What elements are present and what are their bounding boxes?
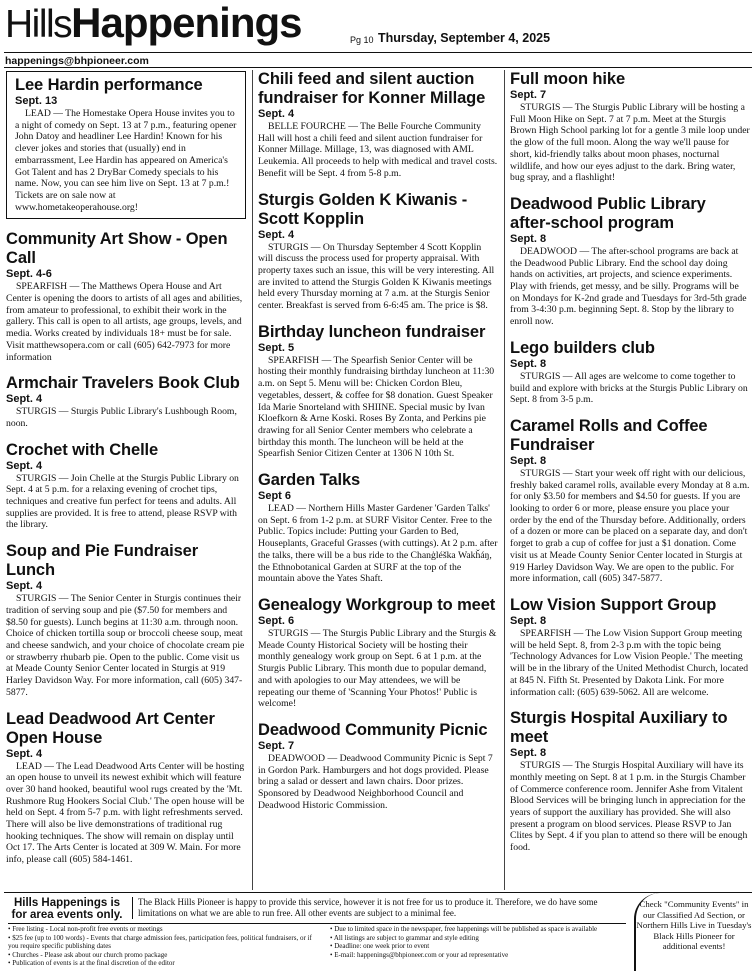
event-body: STURGIS — Join Chelle at the Sturgis Public Library on Sept. 4 at 5 p.m. for a relaxing evening of crochet tips, techniques and creative fun perfect for teens and adults. All supplies are provided. It is free to attend, please RSVP with the library. [6, 472, 239, 531]
event-date: Sept. 5 [258, 341, 295, 354]
divider [8, 923, 626, 924]
event-date: Sept. 7 [510, 89, 547, 101]
event-date: Sept. 4 [258, 108, 295, 120]
event-title: Armchair Travelers Book Club [6, 374, 240, 393]
event-date: Sept. 7 [258, 739, 295, 752]
event-listing [6, 71, 246, 219]
event-title: Full moon hike [510, 70, 626, 88]
event-title: Sturgis Golden K Kiwanis - Scott Kopplin [258, 190, 468, 228]
event-body: LEAD — The Lead Deadwood Arts Center will be hosting an open house to unveil its newest exhibit which will feature over 30 hand hooked, beautiful wool rugs created by the 'Mt. Rushmore Rug Hookers Social Club.' The open house will be held on Sept. 4 from 5-7 p.m. with light refreshments served. There will also be live demonstrations of traditional rug hooking techniques. The show will remain on display until Oct 17. The Arts Center is located at 309 W. Main. For more info, please call (605) 584-1461. [6, 760, 245, 866]
event-body: STURGIS — The Sturgis Hospital Auxiliary will have its monthly meeting on Sept. 8 at 1 p.m. in the Sturgis Chamber of Commerce conference room. Jennifer Ashe from Vitalent Blood Services will be bringing lunch in appreciation for the years of support the auxiliary has provided. She will also present a program on blood services. Please RSVP to Jan Clites by Sept. 4 if you plan to attend so there will be enough food. [510, 760, 748, 854]
event-body: STURGIS — The Sturgis Public Library will be hosting a Full Moon Hike on Sept. 7 at 7 p.m. Meet at the Sturgis Brown High School parking lot for a gentle 3 mile loop under the glow of the full moon. Along the way we'll pause for short, kid-friendly talks about moon phases, nocturnal wildlife, and how our eyes adjust to the dark. Bring water, bug spray, and a flashlight! [510, 102, 750, 184]
event-body: DEADWOOD — Deadwood Community Picnic is Sept 7 in Gordon Park. Hamburgers and hot dogs provided. Please bring a salad or dessert and lawn chairs. Door prizes. Sponsored by Deadwood Neighborhood Council and Deadwood Historic Commission. [258, 752, 493, 811]
footer-rules-right [330, 925, 630, 959]
event-listing [510, 70, 750, 184]
more-events-callout: Check "Community Events" in our Classified Ad Section, or Northern Hills Live in Tuesday's Black Hills Pioneer for additional events! [634, 893, 752, 971]
footer-rules-left [8, 925, 320, 968]
event-body: SPEARFISH — The Spearfish Senior Center will be hosting their monthly fundraising birthday luncheon at 11:30 a.m. on Sept 5. Menu will be: Chicken Cordon Bleu, vegetables, dessert, & coffee for $8 donation. Guest Speaker Ida Marie Snorteland with SHIINE. Special music by Ivan Kloefkorn & Arne Koski. Roses By Zonta, and Perkins pie drawing for all Senior Center members who celebrate a birthday this month. The luncheon will be held at the Spearfish Senior Citizen Center at 1306 N 10th St. [258, 354, 495, 460]
column-divider [504, 70, 505, 890]
event-date: Sept. 4 [258, 228, 295, 241]
event-date: Sept. 6 [258, 614, 295, 627]
event-body: SPEARFISH — The Matthews Opera House and Art Center is opening the doors to artists of all ages and abilities, from amateur to professional, to exhibit their work in the gallery. This call is open to all artists, age groups, levels, and media. Works created by individuals 18+ must be for sale. Visit matthewsopera.com or call (605) 642-7973 for more information [6, 281, 243, 363]
event-body: STURGIS — On Thursday September 4 Scott Kopplin will discuss the process used for property appraisal. With property taxes such an issue, this will be very interesting. All are invited to attend the Sturgis Golden K Kiwanis meetings held every Thursday morning at 7 a.m. at the Sturgis Senior center. Breakfast is served from 6-6:45 am. The price is $8. [258, 241, 495, 312]
list-item: • E-mail: happenings@bhpioneer.com or your ad representative [330, 951, 630, 960]
event-title: Sturgis Hospital Auxiliary to meet [510, 709, 728, 747]
event-date: Sept. 13 [15, 95, 58, 107]
event-listing [258, 471, 498, 585]
event-title: Lee Hardin performance [15, 76, 203, 94]
event-title: Lego builders club [510, 338, 655, 357]
event-listing [510, 195, 750, 328]
divider [4, 67, 752, 68]
footer-intro: The Black Hills Pioneer is happy to provide this service, however it is not free for us to produce it. Therefore, we do have some limitations on what we are able to run free. All other events are subject to a minimal fee. [132, 897, 628, 919]
event-listing [258, 70, 498, 180]
list-item: • Deadline: one week prior to event [330, 942, 630, 951]
contact-email[interactable]: happenings@bhpioneer.com [5, 55, 149, 67]
event-body: STURGIS — The Sturgis Public Library and the Sturgis & Meade County Historical Society will be hosting their monthly genealogy work group on Sept. 6 at 1 p.m. at the Sturgis Public Library. This month due to popular demand, and with apologies to our May attendees, we will be repeating our theme of 'Scanning Your Photos!' Public is welcome! [258, 627, 497, 710]
event-title: Low Vision Support Group [510, 595, 717, 614]
event-listing [6, 710, 246, 866]
event-date: Sept. 8 [510, 232, 547, 245]
brand-logo [5, 2, 302, 44]
column-3 [510, 70, 750, 865]
list-item: • Due to limited space in the newspaper, free happenings will be published as space is available [330, 925, 630, 934]
column-2 [258, 70, 498, 822]
event-listing [6, 441, 246, 532]
event-date: Sept. 8 [510, 454, 547, 467]
event-body: BELLE FOURCHE — The Belle Fourche Community Hall will host a chili feed and silent auction fundraiser for Konner Millage. Millage, 13, was diagnosed with AML Leukemia. All proceeds to help with medical and travel costs. Benefit will be Sept. 4 from 5-8 p.m. [258, 121, 498, 179]
column-1 [6, 70, 246, 877]
event-listing [258, 323, 498, 460]
event-body: SPEARFISH — The Low Vision Support Group meeting will be held Sept. 8, from 2-3 p.m with the topic being 'Technology Advances for Low Vision People.' The meeting will be in the library of the United Methodist Church, located at 845 N. Fifth St. Presented by Dakota Link. For more information call: (605) 639-5062. All are welcome. [510, 627, 749, 698]
event-listing [510, 596, 750, 698]
event-title: Genealogy Workgroup to meet [258, 595, 496, 614]
event-title: Lead Deadwood Art Center Open House [6, 709, 215, 747]
event-date: Sept 6 [258, 490, 292, 503]
event-date: Sept. 4 [6, 459, 43, 472]
event-listing [510, 339, 750, 406]
list-item: • Free listing - Local non-profit free events or meetings [8, 925, 320, 934]
list-item: • Publication of events is at the final discretion of the editor [8, 959, 320, 968]
event-body: LEAD — Northern Hills Master Gardener 'Garden Talks' on Sept. 6 from 1-2 p.m. at SURF Visitor Center. Free to the Public. Topics include: Putting your Garden to Bed, Houseplants, Graceful Grasses (with cuttings). At 2 p.m. after the talks, there will be a bus ride to the Chanġléška Wakȟáŋ, the Ethnobotanical Garden at SURF at the top of the mountain above the Yates Shaft. [258, 503, 498, 585]
event-listing [6, 230, 246, 363]
event-title: Garden Talks [258, 471, 361, 490]
event-date: Sept. 4-6 [6, 268, 52, 281]
event-body: STURGIS — The Senior Center in Sturgis continues their tradition of serving soup and pie ($7.50 for members and $8.50 for guests). Lunch begins at 11:30 a.m. through noon. Choice of chicken tortilla soup or broccoli cheese soup, meat and cheese sandwich, and your choice of chocolate cream pie or strawberry rhubarb pie. Open to the public. Come visit us at Meade County Senior Center located in Sturgis at 919 Harley Davidson Way. For more information, call (605) 347-5877. [6, 593, 245, 698]
brand-thin: Hills [5, 3, 72, 46]
event-listing [510, 417, 750, 585]
event-listing [258, 721, 498, 812]
event-title: Soup and Pie Fundraiser Lunch [6, 542, 199, 580]
event-listing [258, 191, 498, 312]
event-date: Sept. 8 [510, 747, 547, 760]
event-date: Sept. 8 [510, 357, 547, 370]
page-number: Pg 10 [350, 35, 374, 45]
event-title: Deadwood Community Picnic [258, 720, 488, 739]
event-listing [6, 374, 246, 429]
issue-date: Thursday, September 4, 2025 [378, 31, 551, 45]
footer-info-box [4, 892, 752, 969]
event-title: Birthday luncheon fundraiser [258, 322, 486, 341]
event-date: Sept. 4 [6, 580, 43, 593]
masthead [0, 0, 756, 70]
event-body: STURGIS — Start your week off right with our delicious, freshly baked caramel rolls, available every Monday at 8 a.m. for only $3.50 for members and $4.50 for guests. If you are looking to order 6 or more, please ensure you place your order by the end of the Thursday before. Additionally, orders of a dozen or more can be placed on a separate day, and don't forget to grab a cup of coffee for just a $1 donation. Come visit us at Meade County Senior Center located in Sturgis at 919 Harley Davidson Way. We are open to the public. For more information, call (605) 347-5877. [510, 467, 750, 585]
event-listing [6, 542, 246, 698]
event-title: Crochet with Chelle [6, 440, 159, 459]
brand-bold: Happenings [71, 0, 302, 46]
divider [4, 52, 752, 53]
event-body: DEADWOOD — The after-school programs are back at the Deadwood Public Library. End the school day doing hands on activities, art projects, and science experiments. Play with friends, get messy, and be silly. Programs will be on Mondays for K-2nd grade and Tuesdays for 3rd-5th grade from 3-4:30 p.m. beginning Sept. 8. Stop by the library to enroll now. [510, 245, 747, 328]
event-body: LEAD — The Homestake Opera House invites you to a night of comedy on Sept. 13 at 7 p.m., featuring opener John Datoy and headliner Lee Hardin! Known for his clever jokes and stories that (usually) end in embarrassment, Lee Hardin has appeared on America's Got Talent and has 2 DryBar Comedy specials to his name. Now, you can see him live on Sept. 13 at 7 p.m.! Tickets are on sale now at www.hometakeoperahouse.org! [15, 108, 237, 213]
event-body: STURGIS — Sturgis Public Library's Lushbough Room, noon. [6, 406, 237, 429]
event-date: Sept. 8 [510, 614, 547, 627]
event-title: Community Art Show - Open Call [6, 230, 228, 268]
list-item: • All listings are subject to grammar and style editing [330, 934, 630, 943]
event-date: Sept. 4 [6, 747, 43, 760]
footer-heading: Hills Happenings is for area events only. [11, 897, 123, 921]
event-listing [258, 596, 498, 710]
column-divider [252, 70, 253, 890]
list-item: • $25 fee (up to 100 words) - Events that charge admission fees, participation fees, political fundraisers, or if you require specific publishing dates [8, 934, 320, 951]
event-title: Chili feed and silent auction fundraiser for Konner Millage [258, 70, 486, 107]
list-item: • Churches - Please ask about our church promo package [8, 951, 320, 960]
event-title: Deadwood Public Library after-school program [510, 194, 706, 232]
event-body: STURGIS — All ages are welcome to come together to build and explore with bricks at the Sturgis Public Library on Sept. 8 from 3-5 p.m. [510, 370, 748, 406]
event-title: Caramel Rolls and Coffee Fundraiser [510, 416, 708, 454]
event-date: Sept. 4 [6, 393, 43, 406]
event-listing [510, 709, 750, 854]
